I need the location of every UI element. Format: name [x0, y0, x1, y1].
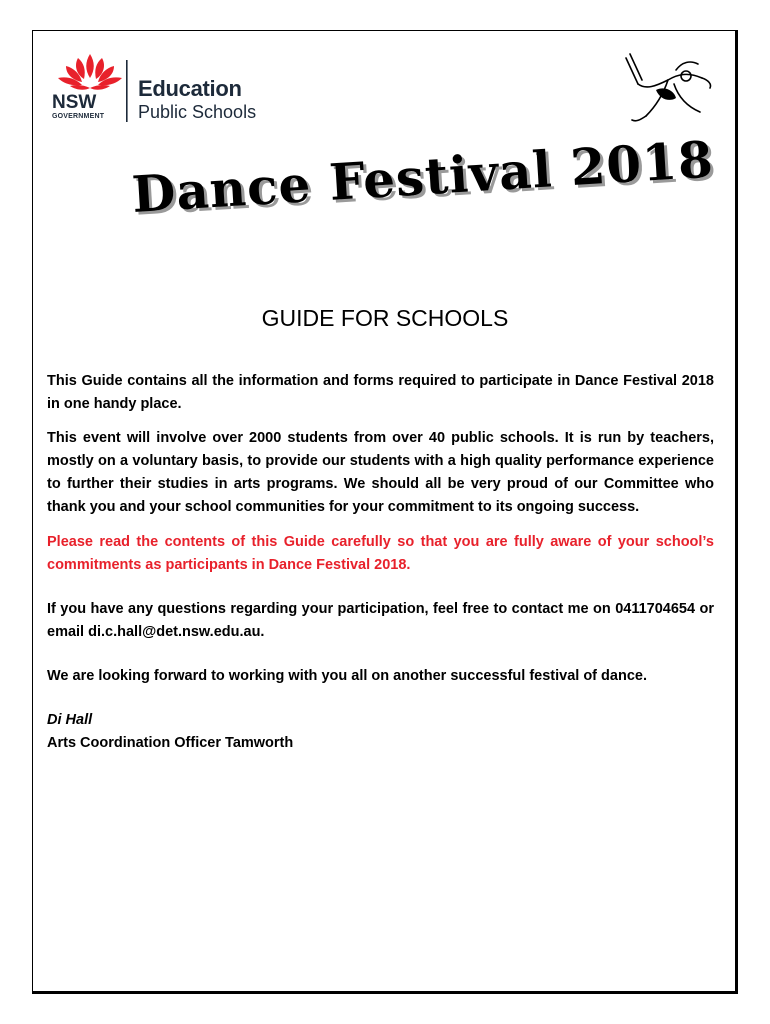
dancer-icon: [616, 50, 716, 126]
logo-nsw-text: NSW: [52, 92, 97, 113]
body-text: [47, 370, 714, 755]
closing-paragraph: We are looking forward to working with you all on another successful festival of dance.: [47, 668, 647, 684]
logo-government-text: GOVERNMENT: [52, 113, 105, 120]
signature-role: Arts Coordination Officer Tamworth: [47, 735, 294, 751]
signature-name: Di Hall: [47, 712, 93, 728]
logo-education-text: Education: [138, 76, 242, 101]
contact-paragraph: If you have any questions regarding your participation, feel free to contact me on 0411704654 or email di.c.hall@det.nsw.edu.au.: [47, 601, 714, 640]
logo-public-schools-text: Public Schools: [138, 102, 257, 122]
festival-title: Dance Festival 2018: [130, 129, 716, 224]
intro-paragraph: This Guide contains all the information and forms required to participate in Dance Festival 2018 in one handy place.: [47, 373, 714, 412]
page-heading: GUIDE FOR SCHOOLS: [261, 305, 509, 331]
notice-paragraph: Please read the contents of this Guide carefully so that you are fully aware of your school’s commitments as participants in Dance Festival 2018.: [47, 534, 714, 573]
event-paragraph: This event will involve over 2000 students from over 40 public schools. It is run by teachers, mostly on a voluntary basis, to provide our students with a high quality performance experience to further their studies in arts programs. We should all be very proud of our Committee who thank you and your school communities for your commitment to its ongoing success.: [47, 430, 714, 515]
